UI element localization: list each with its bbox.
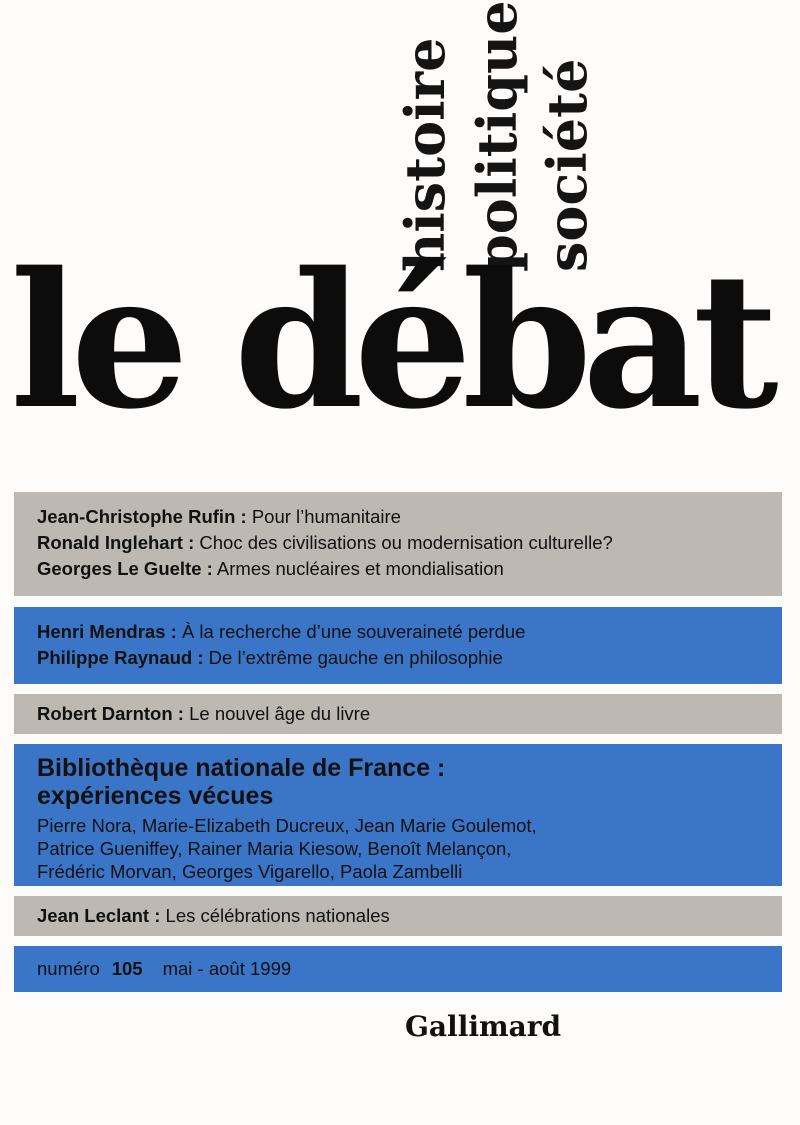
article-entry: [37, 556, 782, 582]
article-author: Philippe Raynaud :: [37, 647, 204, 668]
article-title: De l’extrême gauche en philosophie: [208, 647, 503, 668]
issue-number: 105: [111, 958, 143, 979]
article-entry: [37, 504, 782, 530]
contents-band-2: [14, 607, 782, 684]
dossier-title-line-2: expériences vécues: [37, 782, 274, 810]
article-author: Jean Leclant :: [37, 905, 161, 926]
article-title: Choc des civilisations ou modernisation culturelle?: [199, 532, 613, 553]
dossier-band: [14, 744, 782, 886]
subtitle-societe: société: [535, 58, 599, 272]
issue-label: numéro: [37, 958, 100, 979]
article-author: Ronald Inglehart :: [37, 532, 195, 553]
contributors-line: Frédéric Morvan, Georges Vigarello, Paola Zambelli: [37, 861, 463, 882]
article-title: Armes nucléaires et mondialisation: [216, 558, 504, 579]
issue-info: [37, 956, 782, 982]
subtitle-histoire: histoire: [393, 37, 457, 272]
dossier-title-line-1: Bibliothèque nationale de France :: [37, 754, 446, 782]
contributors-line: Patrice Gueniffey, Rainer Maria Kiesow, Benoît Melançon,: [37, 838, 512, 859]
contents-band-1: [14, 492, 782, 596]
article-entry: [37, 701, 782, 727]
article-title: À la recherche d’une souveraineté perdue: [181, 621, 526, 642]
article-title: Pour l’humanitaire: [251, 506, 401, 527]
issue-band: [14, 946, 782, 992]
article-author: Georges Le Guelte :: [37, 558, 213, 579]
magazine-title: le débat: [10, 231, 769, 450]
subtitle-politique: politique: [465, 0, 529, 272]
article-author: Henri Mendras :: [37, 621, 177, 642]
article-entry: [37, 530, 782, 556]
publisher-logo: Gallimard: [405, 1010, 562, 1043]
article-title: Les célébrations nationales: [165, 905, 390, 926]
article-entry: [37, 903, 782, 929]
article-entry: [37, 619, 782, 645]
article-author: Robert Darnton :: [37, 703, 184, 724]
article-author: Jean-Christophe Rufin :: [37, 506, 247, 527]
issue-date: mai - août 1999: [162, 958, 292, 979]
dossier-contributors: [37, 814, 782, 883]
contributors-line: Pierre Nora, Marie-Elizabeth Ducreux, Jean Marie Goulemot,: [37, 815, 537, 836]
contents-band-3: [14, 694, 782, 734]
article-entry: [37, 645, 782, 671]
contents-band-5: [14, 896, 782, 936]
article-title: Le nouvel âge du livre: [189, 703, 371, 724]
